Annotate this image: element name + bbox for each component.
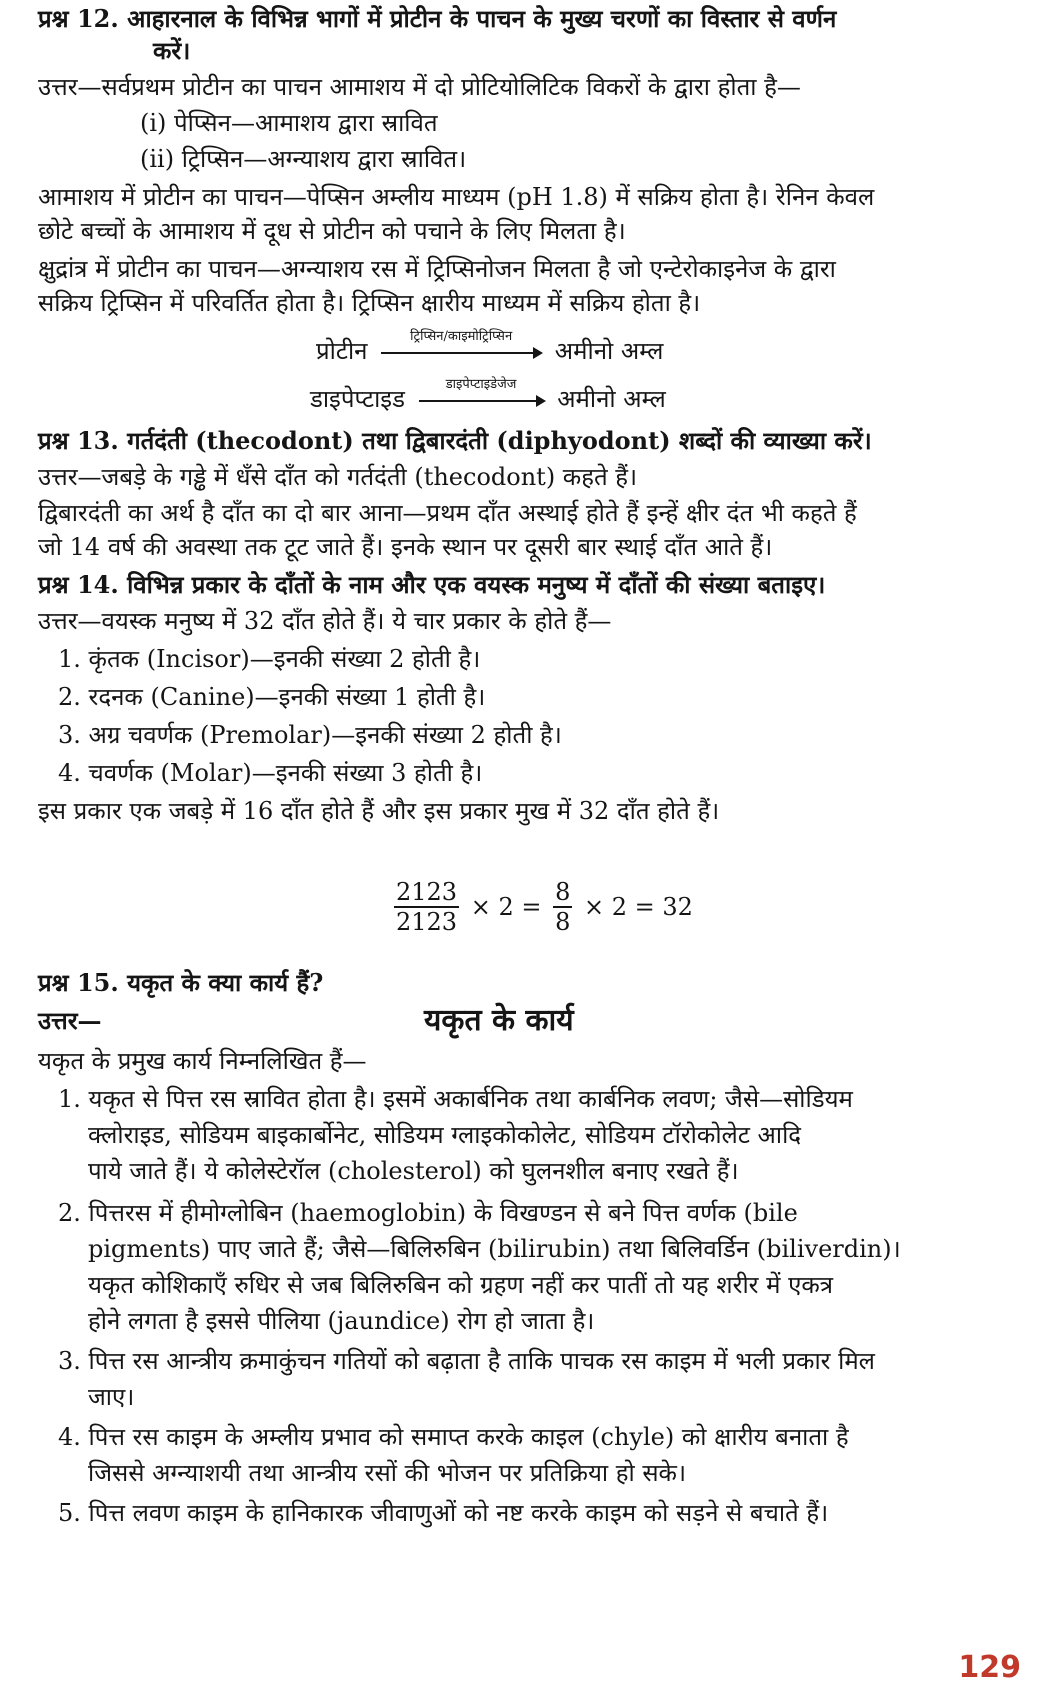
q14-item-2: 2. रदनक (Canine)—इनकी संख्या 1 होती है। — [58, 683, 486, 711]
reaction-2 — [310, 376, 666, 414]
reaction-2-product: अमीनो अम्ल — [557, 385, 666, 413]
q12-para1-line1: आमाशय में प्रोटीन का पाचन—पेप्सिन अम्लीय माध्यम (pH 1.8) में सक्रिय होता है। रेनिन केवल — [38, 183, 875, 211]
q13-question: प्रश्न 13. गर्तदंती (thecodont) तथा द्विबारदंती (diphyodont) शब्दों की व्याख्या करें। — [38, 426, 872, 455]
q12-answer: उत्तर—सर्वप्रथम प्रोटीन का पाचन आमाशय में दो प्रोटियोलिटिक विकरों के द्वारा होता है— — [38, 73, 801, 101]
q15-question: प्रश्न 15. यकृत के क्या कार्य हैं? — [38, 968, 324, 997]
q14-item-3: 3. अग्र चवर्णक (Premolar)—इनकी संख्या 2 होती है। — [58, 721, 562, 749]
section-title: यकृत के कार्य — [424, 1003, 574, 1038]
q15-item2-line1: 2. पित्तरस में हीमोग्लोबिन (haemoglobin) के विखण्डन से बने पित्त वर्णक (bile — [58, 1199, 798, 1227]
teeth-formula — [394, 878, 697, 936]
reaction-1-arrow — [381, 328, 541, 354]
q13-answer-line2: द्विबारदंती का अर्थ है दाँत का दो बार आना—प्रथम दाँत अस्थाई होते हैं इन्हें क्षीर दंत भी कहते हैं — [38, 499, 857, 527]
q14-summary: इस प्रकार एक जबड़े में 16 दाँत होते हैं और इस प्रकार मुख में 32 दाँत होते हैं। — [38, 797, 720, 825]
q14-item-4: 4. चवर्णक (Molar)—इनकी संख्या 3 होती है। — [58, 759, 483, 787]
q13-answer-line1: उत्तर—जबड़े के गड्ढे में धँसे दाँत को गर्तदंती (thecodont) कहते हैं। — [38, 463, 638, 491]
reaction-1 — [316, 328, 664, 366]
q15-item4-line2: जिससे अग्न्याशयी तथा आन्त्रीय रसों की भोजन पर प्रतिक्रिया हो सके। — [88, 1459, 687, 1487]
q12-item-2: (ii) ट्रिप्सिन—अग्न्याशय द्वारा स्रावित। — [140, 145, 467, 173]
q14-answer: उत्तर—वयस्क मनुष्य में 32 दाँत होते हैं। ये चार प्रकार के होते हैं— — [38, 607, 612, 635]
reaction-1-product: अमीनो अम्ल — [554, 337, 664, 365]
q15-item1-line3: पाये जाते हैं। ये कोलेस्टेरॉल (cholesterol) को घुलनशील बनाए रखते हैं। — [88, 1157, 739, 1185]
reaction-1-reactant: प्रोटीन — [316, 337, 368, 365]
q12-para2-line2: सक्रिय ट्रिप्सिन में परिवर्तित होता है। ट्रिप्सिन क्षारीय माध्यम में सक्रिय होता है। — [38, 289, 701, 317]
formula-numerator-1: 2123 — [396, 878, 458, 906]
q12-para2-line1: क्षुद्रांत्र में प्रोटीन का पाचन—अग्न्याशय रस में ट्रिप्सिनोजन मिलता है जो एन्टेरोकाइनेज के द्वारा — [38, 255, 836, 283]
q13-answer-line3: जो 14 वर्ष की अवस्था तक टूट जाते हैं। इनके स्थान पर दूसरी बार स्थाई दाँत आते हैं। — [38, 533, 773, 561]
q15-item2-line2: pigments) पाए जाते हैं; जैसे—बिलिरुबिन (bilirubin) तथा बिलिवर्डिन (biliverdin)। — [88, 1235, 901, 1263]
q15-item2-line4: होने लगता है इससे पीलिया (jaundice) रोग हो जाता है। — [88, 1307, 595, 1335]
q12-para1-line2: छोटे बच्चों के आमाशय में दूध से प्रोटीन को पचाने के लिए मिलता है। — [38, 217, 626, 245]
q12-question-line1: प्रश्न 12. आहारनाल के विभिन्न भागों में प्रोटीन के पाचन के मुख्य चरणों का विस्तार से वर्णन — [38, 4, 837, 33]
q15-item3-line1: 3. पित्त रस आन्त्रीय क्रमाकुंचन गतियों को बढ़ाता है ताकि पाचक रस काइम में भली प्रकार मिल — [58, 1347, 875, 1375]
reaction-2-arrow — [419, 376, 544, 402]
q12-item-1: (i) पेप्सिन—आमाशय द्वारा स्रावित — [140, 109, 438, 137]
reaction-2-reactant: डाइपेप्टाइड — [310, 385, 405, 413]
q15-item5: 5. पित्त लवण काइम के हानिकारक जीवाणुओं को नष्ट करके काइम को सड़ने से बचाते हैं। — [58, 1499, 829, 1527]
q14-question: प्रश्न 14. विभिन्न प्रकार के दाँतों के नाम और एक वयस्क मनुष्य में दाँतों की संख्या बताइए। — [38, 570, 826, 599]
page-number: 129 — [958, 1650, 1021, 1685]
q14-item-1: 1. कृंतक (Incisor)—इनकी संख्या 2 होती है। — [58, 645, 481, 673]
q15-item1-line2: क्लोराइड, सोडियम बाइकार्बोनेट, सोडियम ग्लाइकोकोलेट, सोडियम टॉरोकोलेट आदि — [88, 1121, 802, 1149]
reaction-2-enzyme: डाइपेप्टाइडेजेज — [445, 376, 517, 392]
formula-result: × 2 = 32 — [584, 893, 693, 921]
reaction-1-enzyme: ट्रिप्सिन/काइमोट्रिप्सिन — [410, 328, 513, 344]
formula-multiply: × 2 = — [470, 893, 542, 921]
formula-denominator-1: 2123 — [396, 908, 458, 936]
formula-numerator-2: 8 — [555, 878, 571, 906]
formula-fraction-2 — [553, 878, 572, 936]
q15-intro: यकृत के प्रमुख कार्य निम्नलिखित हैं— — [38, 1047, 367, 1075]
q15-item2-line3: यकृत कोशिकाएँ रुधिर से जब बिलिरुबिन को ग्रहण नहीं कर पातीं तो यह शरीर में एकत्र — [88, 1271, 834, 1299]
q12-question-line2: करें। — [153, 36, 191, 65]
q15-item4-line1: 4. पित्त रस काइम के अम्लीय प्रभाव को समाप्त करके काइल (chyle) को क्षारीय बनाता है — [58, 1423, 849, 1451]
q15-item3-line2: जाए। — [88, 1383, 135, 1411]
q15-item1-line1: 1. यकृत से पित्त रस स्रावित होता है। इसमें अकार्बनिक तथा कार्बनिक लवण; जैसे—सोडियम — [58, 1085, 853, 1113]
formula-fraction-1 — [394, 878, 459, 936]
formula-denominator-2: 8 — [555, 908, 571, 936]
q15-answer-label: उत्तर— — [38, 1006, 102, 1035]
